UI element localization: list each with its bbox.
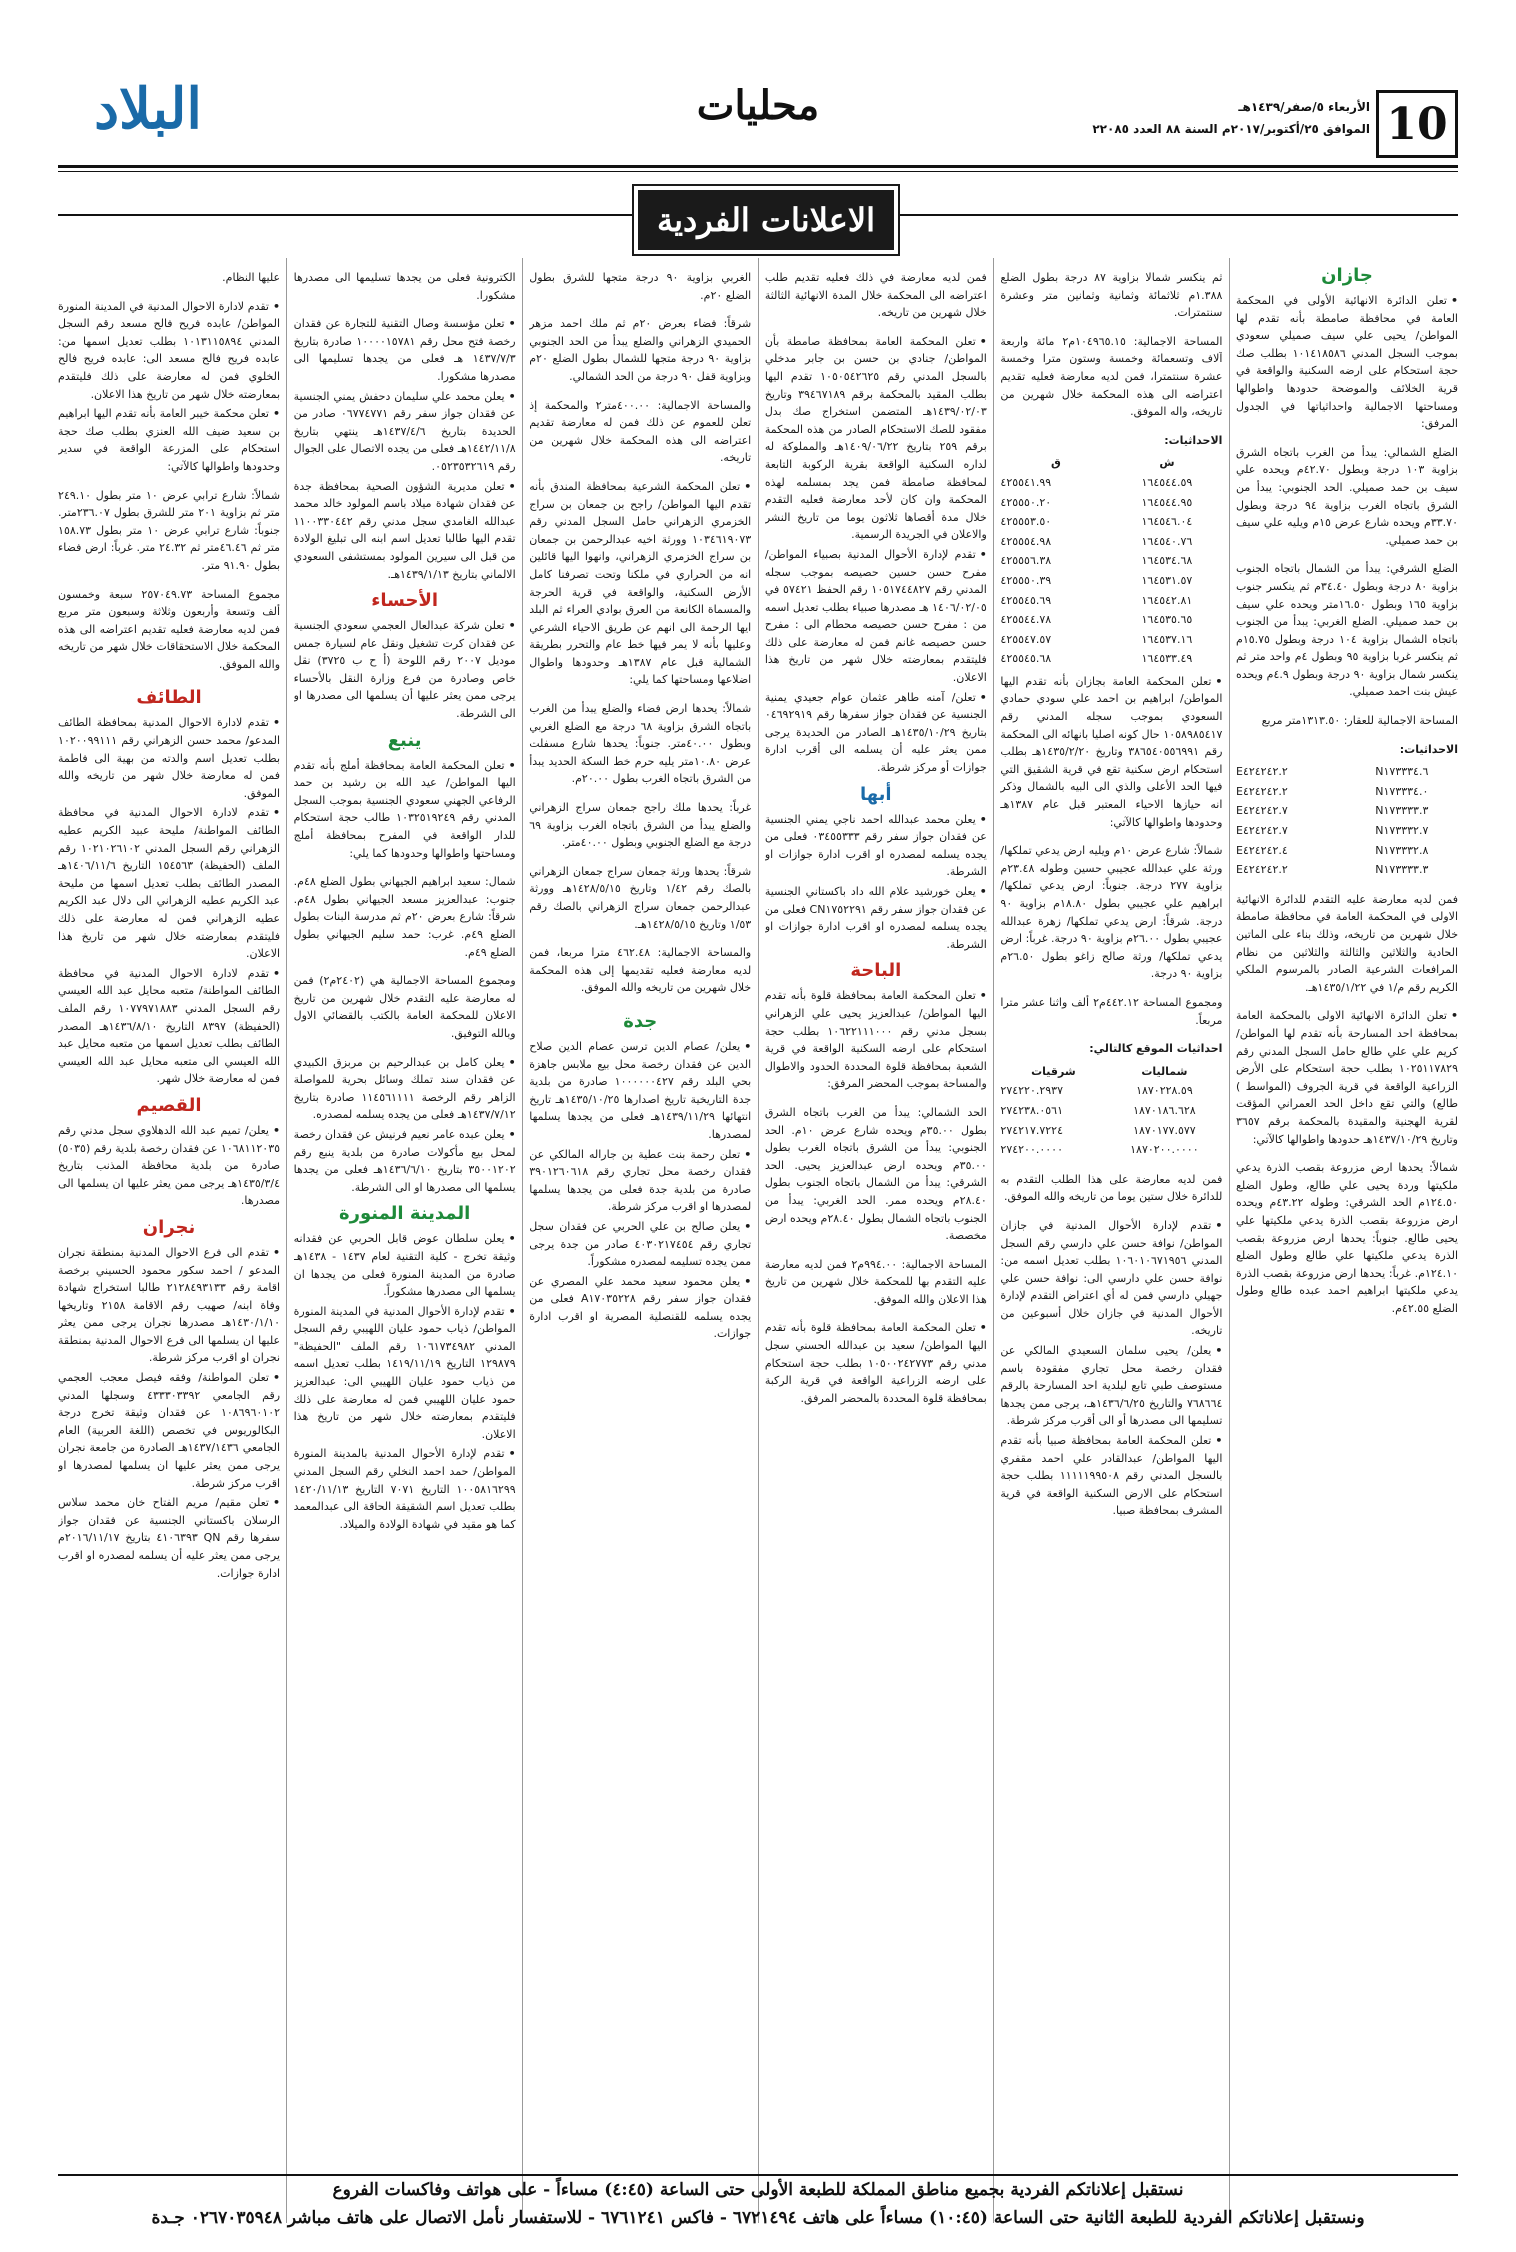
table-cell: ٤٢٥٥٥٦.٣٨ <box>1000 554 1052 568</box>
ad-paragraph: • يعلن خورشيد علام الله داد باكستاني الجنسية عن فقدان جواز سفر رقم CN١٧٥٢٢٩١ فعلى من يجده يسلمه لمصدره او اقرب ادارة جوازات او الشرطة. <box>765 883 987 953</box>
ad-paragraph: • تعلن المحكمة العامة بمحافظة أملج بأنه تقدم اليها المواطن/ عيد الله بن رشيد بن حمد الرفاعي الجهني سعودي الجنسية بموجب السجل المدني رقم ١٠٣٢٥١٩٢٤٩ طالب حجة استحكام للدار الواقعة في المفرح بمحافظة أملج ومساحتها واطوالها وحدودها كما يلي: <box>294 757 516 863</box>
ad-paragraph: شمال: سعيد ابراهيم الجيهاني بطول الضلع ٤٨م. جنوب: عبدالعزيز مسعد الجيهاني بطول ٤٨م. شرقاً: شارع بعرض ٢٠م ثم مدرسة البنات بطول الضلع ٤٩م. غرب: حمد سليم الجيهاني بطول الضلع ٤٩م. <box>293 875 516 959</box>
ad-paragraph: • يعلن كامل بن عبدالرحيم بن مربزق الكبيدي عن فقدان سند تملك وسائل بحرية للمواصلة الزاهر رقم الرخصة ١١٤٥٦١١١١ صادرة بتاريخ ١٤٣٧/٧/١٢هـ فعلى من يجده يسلمه لمصدره. <box>294 1054 516 1124</box>
issue-info <box>1090 96 1370 140</box>
section-title: محليات <box>696 82 820 129</box>
table-row <box>1000 1081 1222 1101</box>
coord-east: E٤٢٤٢٤٢.٢ <box>1236 784 1288 798</box>
footer-notice-second-edition: ونستقبل إعلاناتكم الفردية للطبعة الثانية حتى الساعة (١٠:٤٥) مساءاً على هاتف ٦٧٢١٤٩٤ - فاكس ٦٧٦١٢٤١ - للاستفسار نأمل الاتصال على هاتف مباشر ٠٢٦٧٠٣٥٩٤٨ جـدة <box>151 2208 1365 2228</box>
column-divider <box>286 258 287 2223</box>
table-row <box>1236 841 1458 861</box>
table-row <box>1000 571 1222 591</box>
ad-paragraph: • تقدم لإدارة الأحوال المدنية في المدينة المنورة المواطن/ ذياب حمود عليان اللهيبي رقم السجل المدني ١٠٦١٧٣٤٩٨٢ رقم الملف "الحفيظة" ١٢٩٨٧٩ التاريخ ١٤١٩/١١/١٩ بطلب تعديل اسمه من ذياب حمود عليان اللهيبي الى: عبدالعزيز حمود عليان اللهيبي فمن له معارضة على ذلك فليتقدم بمعارضته خلال شهر من تاريخ هذا الاعلان. <box>294 1303 516 1444</box>
header-divider-thin <box>58 171 1458 172</box>
table-row <box>1000 551 1222 571</box>
coord-east: E٤٢٤٢٤٢.٢ <box>1236 863 1288 877</box>
ad-paragraph: • تعلن/ آمنه طاهر عثمان عوام جعيدي يمنية الجنسية عن فقدان جواز سفرها رقم ٠٤٦٩٢٩١٩ بتاريخ ١٤٣٥/١٠/٢٩هـ الصادر من الحديدة يرجى ممن يعثر عليه أن يسلمه الى أقرب ادارة جوازات أو مركز شرطة. <box>765 689 987 777</box>
table-row <box>1000 1101 1222 1121</box>
ad-paragraph: • تعلن الدائرة الانهائية الاولى بالمحكمة العامة بمحافظة احد المسارحة بأنه تقدم لها المواطن/ كريم علي علي طالع حامل السجل المدني رقم ١٠٢٥١١٧٨٢٩ بطلب حجة استحكام على الأرض الزراعية الواقعة في قرية الجروف (المواسط ) طالع) والتي تقع داخل الحد العمراني المؤقت لقرية الهجنية والمقيدة بالمحكمة برقم ٣٦٥٧ وتاريخ ١٤٣٧/١٠/٢٩هـ حدودها واطوالها كالآتي: <box>1236 1007 1458 1148</box>
column-divider <box>1229 258 1230 2223</box>
table-cell: ١٦٤٥٤٤.٩٥ <box>1141 495 1193 509</box>
columns-container <box>58 258 1458 2236</box>
region-heading-madinah: المدينة المنورة <box>338 1203 471 1225</box>
ad-paragraph: والمساحة الاجمالية: ٤٦٢.٤٨ مترا مربعا، فمن لديه معارضة فعليه تقديمها إلى هذه المحكمة خلال شهرين من تاريخه والله الموفق. <box>529 946 752 995</box>
coord-east: E٤٢٤٢٤٢.٧ <box>1236 804 1288 818</box>
ad-paragraph: • يعلن عبده عامر نعيم فرنيش عن فقدان رخصة لمحل بيع مأكولات صادرة من بلدية ينبع رقم ٣٥٠٠١٢٠٢ بتاريخ ١٤٣٦/٦/١٠هـ فعلى من يجدها يسلمها الى مصدرها او الى الشرطة. <box>294 1126 516 1196</box>
column-header: شماليات <box>1141 1064 1188 1078</box>
ad-paragraph: • يعلن محمد عبدالله احمد ناجي يمني الجنسية عن فقدان جواز سفر رقم ٠٣٤٥٥٣٣٣ فعلى من يجده يسلمه لمصدره او اقرب ادارة جوازات او الشرطة. <box>765 811 987 881</box>
table-cell: ١٦٤٥٤٠.٧٦ <box>1141 534 1193 548</box>
page-number: 10 <box>1376 90 1458 158</box>
table-row <box>1236 782 1458 802</box>
ad-paragraph: • تعلن الدائرة الانهائية الأولى في المحكمة العامة في محافظة صامطة بأنه تقدم لها المواطن/ يحيى علي سيف صميلي سعودي بموجب السجل المدني ١٠١٤١٨٥٨٦ بطلب صك حجة استحكام على ارضه السكنية والواقعة في قرية الخلائف والموضحة حدودها واطوالها ومساحتها الاجمالية واحداثياتها في الجدول المرفق: <box>1236 292 1458 433</box>
ad-paragraph: ومجموع المساحة ٤٤٢.١٢م٢ ألف واثنا عشر مترا مربعاً. <box>1000 995 1223 1027</box>
ad-paragraph: عليها النظام. <box>222 271 281 284</box>
table-cell: ٤٢٥٥٥٠.٣٩ <box>1000 573 1052 587</box>
ad-paragraph: الضلع الشرقي: يبدأ من الشمال باتجاه الجنوب بزاوية ٨٠ درجة وبطول ٣٤.٤٠م ثم ينكسر جنوب بزاوية ١٦٥ وبطول ١٦.٥٠متر ويحده علي سيف بن حمد صميلي. الضلع الغربي: يبدأ من الجنوب باتجاه الشمال بزاوية ١٠٤ درجة وبطول ١٥.٧٥م ثم ينكسر غربا بزاوية ٩٥ وبطول ٤م واحد متر ثم ينكسر شمال بزاوية ٩٠ درجة وبطول ٤.٩م ويحده عيش بنت احمد صميلي. <box>1236 562 1458 699</box>
column-5 <box>294 258 516 2223</box>
table-cell: ١٨٧٠٢٠٠.٠٠٠٠ <box>1130 1143 1199 1157</box>
column-header: شرقيات <box>1031 1064 1076 1078</box>
table-cell: ٤٢٥٥٤٥.٦٨ <box>1000 652 1052 666</box>
table-row <box>1000 649 1222 669</box>
table-cell: ٢٧٤٢٣٨.٠٥٦١ <box>1000 1103 1063 1117</box>
table-cell: ٢٧٤٢١٧.٧٢٢٤ <box>1000 1123 1063 1137</box>
ad-paragraph: • تعلن المحكمة العامة بجازان بأنه تقدم اليها المواطن/ ابراهيم بن احمد علي سودي حمادي السعودي بموجب سجله المدني رقم ١٠٥٨٩٨٥٤١٧ حال كونه اصليا بانهائه الى المحكمة رقم ٣٨٦٥٤٠٥٥٦٩٩١ وتاريخ ١٤٣٥/٢/٢٠هـ بطلب استحكام ارض سكنية تقع في قرية الشقيق التي فيها الحد الأعلى والذي الى البيه بالشمال وذكر انه حيازها الاحياء المعتبر قبل عام ١٣٨٧هـ وحدودها واطوالها كالآتي: <box>1000 673 1222 831</box>
coord-east: E٤٢٤٢٤٢.٢ <box>1236 765 1288 779</box>
region-heading-abha: أبها <box>860 783 892 805</box>
table-row <box>1000 532 1222 552</box>
ad-paragraph: • يعلن/ يحيى سلمان السعيدي المالكي عن فقدان رخصة محل تجاري مفقودة باسم مستوصف طبي تابع لبلدية احد المسارحة بالرقم ٧٦٨٦٦٤ والتاريخ ١٤٣٦/٦/٢٥هـ، يرجى ممن يجدها تسليمها الى مصدرها أو الى أقرب مركز شرطة. <box>1000 1342 1222 1430</box>
ad-paragraph: • تقدم لادارة الاحوال المدنية في المدينة المنورة المواطن/ عابده فريح فالح مسعد رقم السجل المدني ١٠١٣١١٥٨٩٤ بطلب تعديل اسمها من: عابده فريح فالح مسعد الى: عابده فريح فالح الخلوي فمن له معارضة على ذلك فليتقدم بمعارضته خلال شهر من تاريخ هذا الاعلان. <box>58 298 280 404</box>
table-cell: ١٨٧٠١٨٦.٦٢٨ <box>1133 1103 1196 1117</box>
coords-label: الاحداثيات: <box>1164 433 1223 447</box>
region-heading-najran: نجران <box>142 1216 196 1238</box>
table-cell: ١٦٤٥٤٦.٠٤ <box>1141 515 1193 529</box>
table-row <box>1000 1140 1222 1160</box>
region-heading-jeddah: جدة <box>623 1010 658 1032</box>
ad-paragraph: فمن لديه معارضة في ذلك فعليه تقديم طلب اعتراضه الى المحكمة خلال المدة الانهائية الثالثة خلال شهرين من تاريخه. <box>764 271 987 320</box>
ad-paragraph: • تقدم لادارة الاحوال المدنية في محافظة الطائف المواطنة/ مليحة عبيد الكريم عطيه الزهراني رقم السجل المدني ١٠٢١٠٢٦١٠٢ رقم الملف (الحفيظة) ١٥٤٥٦٣ التاريخ ١٤٠٦/١١/٦هـ المصدر الطائف بطلب تعديل اسمها من مليحة عبد الكريم عطيه الزهراني الى دلال عبد الكريم عطيه الزهراني فمن له معارضة على ذلك فليتقدم بمعارضته خلال شهر من تاريخ هذا الاعلان. <box>58 804 280 962</box>
column-2 <box>1000 258 1222 2223</box>
column-divider <box>993 258 994 2223</box>
newspaper-logo: البلاد <box>94 76 202 142</box>
region-heading-baha: الباحة <box>850 960 902 982</box>
table-row <box>1000 591 1222 611</box>
table-cell: ١٦٤٥٣٧.١٦ <box>1141 632 1193 646</box>
table-cell: ١٨٧٠١٧٧.٥٧٧ <box>1133 1123 1196 1137</box>
ad-paragraph: مجموع المساحة ٢٥٧٠٤٩.٧٣ سبعة وخمسون ألف وتسعة وأربعون وثلاثة وسبعون متر مربع فمن لديه معارضة فعليه تقديم اعتراضه الى هذه المحكمة خلال الاستحقاقات خلال شهر من تاريخه والله الموفق. <box>58 587 281 671</box>
table-cell: ٤٢٥٥٥٠.٢٠ <box>1000 495 1052 509</box>
table-header-row <box>1000 1062 1222 1082</box>
ad-paragraph: • تقدم الى فرع الاحوال المدنية بمنطقة نجران المدعو / احمد سكور محمود الحسيني برخصة اقامة رقم ٢١٢٨٤٩٣١٣٣ طالبا استخراج شهادة وفاة ابنه/ صهيب رقم الاقامة ٢١٥٨ وتاريخها ١٤٣٠/١/١٠هـ مصدرها نجران يرجى ممن يعثر عليها ان يسلمها الى فرع الاحوال المدنية بمنطقة نجران او اقرب مركز شرطة. <box>58 1244 280 1367</box>
table-cell: ٢٧٤٢٠٠.٠٠٠٠ <box>1000 1143 1063 1157</box>
coord-north: N١٧٣٣٣٢.٧ <box>1375 824 1429 838</box>
region-heading-ahsa: الأحساء <box>371 590 439 612</box>
ad-paragraph: شمالاً: يحدها ارض مزروعة بقصب الذرة يدعي ملكيتها وردة يحيى علي طالع، وطول الضلع ١٢٤.٥٠م الحد الشرقي: وطوله ٤٣.٢٢م ويحده ارض مزروعة بقصب الذرة يدعي ملكيتها علي يحيى طالع. جنوباً: يحدها ارض مزروعة بقصب الذرة يدعي ملكيتها علي طالع وطول الضلع ١٢٤.١٠م. غرباً: يحدها ارض مزروعة بقصب الذرة يدعي ملكيتها ابراهيم احمد عبده طالع وطول الضلع ٤٢.٥٥م. <box>1236 1161 1458 1315</box>
ad-paragraph: الحد الشمالي: يبدأ من الغرب باتجاه الشرق بطول ٣٥.٠٠م ويحده شارع عرض ١٠م. الحد الجنوبي: يبدأ من الشرق باتجاه الغرب بطول ٣٥.٠٠م ويحده ارض عبدالعزيز يحيى. الحد الشرقي: يبدأ من الشمال باتجاه الجنوب بطول ٢٨.٤٠م ويحده ممر. الحد الغربي: يبدأ من الجنوب باتجاه الشمال بطول ٢٨.٤٠م ويحده ارض مخصصة. <box>764 1105 987 1243</box>
table-cell: ٤٢٥٥٤٧.٥٧ <box>1000 632 1052 646</box>
coord-east: E٤٢٤٢٤٢.٤ <box>1236 843 1288 857</box>
table-cell: ١٦٤٥٤٢.٨١ <box>1141 593 1193 607</box>
ad-paragraph: • تعلن المواطنة/ وفقه فيصل معجب العجمي رقم الجامعي ٤٣٣٣٠٣٣٩٢ وسجلها المدني ١٠٨٦٩٦٠١٠٢ عن فقدان وثيقة تخرج درجة البكالوريوس في تخصص (اللغة العربية) العام الجامعي ١٤٣٧/١٤٣٦هـ الصادرة من جامعة نجران يرجى ممن يعثر عليها ان يسلمها لمصدرها او اقرب مركز شرطة. <box>58 1369 280 1492</box>
region-heading-taif: الطائف <box>136 687 202 709</box>
column-6 <box>58 258 280 2223</box>
table-cell: ١٦٤٥٣١.٥٧ <box>1141 573 1193 587</box>
footer-divider <box>58 2174 1458 2176</box>
ad-paragraph: • يعلن محمود سعيد محمد علي المصري عن فقدان جواز سفر رقم A١٧٠٣٥٢٢٨ فعلى من يجده يسلمه للقنصلية المصرية او اقرب ادارة جوازات. <box>529 1273 751 1343</box>
coords-table <box>1236 762 1458 880</box>
ad-paragraph: الضلع الشمالي: يبدأ من الغرب باتجاه الشرق بزاوية ١٠٣ درجة وبطول ٤٢.٧٠م ويحده علي سيف بن حمد صميلي. الحد الجنوبي: يبدأ من الشرق باتجاه الغرب بزاوية ٩٤ درجة وبطول ٣٣.٧٠م ويحده شارع عرض ١٥م ويليه علي سيف بن حمد صميلي. <box>1236 445 1458 547</box>
table-header-row <box>1000 453 1222 473</box>
coord-north: N١٧٣٣٣٣.٣ <box>1375 804 1429 818</box>
table-cell: ٢٧٤٢٢٠.٢٩٣٧ <box>1000 1084 1063 1098</box>
ad-paragraph: الكترونية فعلى من يجدها تسليمها الى مصدرها مشكورا. <box>293 271 516 302</box>
ad-paragraph: فمن لديه معارضة عليه التقدم للدائرة الانهائية الاولى في المحكمة العامة في محافظة صامطة خلال شهرين من تاريخه، وذلك بناء على الماتين الحادية والثلاثين والثالثة والثلاثين من نظام المرافعات الشرعية الصادر بالمرسوم الملكي الكريم رقم م/١ في ١٤٣٥/١/٢٢هـ. <box>1236 892 1458 994</box>
ad-paragraph: • يعلن محمد علي سليمان دحفش يمني الجنسية عن فقدان جواز سفر رقم ٠٦٧٧٤٧٧١ صادر من الحديدة بتاريخ ١٤٣٧/٤/٦هـ ينتهي بتاريخ ١٤٤٢/١١/٨هـ فعلى من يجده الاتصال على الجوال رقم ٠٥٢٣٥٣٢٦١٩. <box>294 388 516 476</box>
coords-label: الاحداثيات: <box>1399 742 1458 756</box>
coords-table <box>1000 453 1222 669</box>
ad-paragraph: غرباً: يحدها ملك راجح جمعان سراج الزهراني والضلع يبدأ من الشرق باتجاه الغرب بزاوية ٦٩ درجة مع الضلع الجنوبي وبطول ٤٠.٠٠متر. <box>529 801 752 850</box>
coord-north: N١٧٣٣٣٢.٨ <box>1375 843 1429 857</box>
table-row <box>1236 821 1458 841</box>
table-row <box>1000 630 1222 650</box>
column-divider <box>758 258 759 2223</box>
ad-paragraph: • يعلن/ تميم عبد الله الدهلاوي سجل مدني رقم ١٠٦٨١١٢٠٣٥ عن فقدان رخصة بلدية رقم (٥٠٣٥) صادرة من بلدية محافظة المذنب بتاريخ ١٤٣٥/٣/٤هـ يرجى ممن يعثر عليها ان يسلمها الى مصدرها. <box>58 1122 280 1210</box>
ad-paragraph: المساحة الاجمالية: ٩٩٤.٠٠م٢ فمن لديه معارضة عليه التقدم بها للمحكمة خلال شهرين من تاريخ هذا الاعلان والله الموفق. <box>764 1257 987 1306</box>
ad-paragraph: الغربي بزاوية ٩٠ درجة متجها للشرق بطول الضلع ٢٠م. <box>529 271 752 302</box>
ad-paragraph: ثم ينكسر شمالا بزاوية ٨٧ درجة بطول الضلع ١.٣٨٨م ثلاثمائة وثمانية وثمانين متر وعشرة سنتمترات. <box>1000 271 1223 320</box>
coord-north: N١٧٣٣٣٤.٦ <box>1375 765 1429 779</box>
table-row <box>1000 512 1222 532</box>
ad-paragraph: المساحة الاجمالية: ١٠٤٩٦٥.١٥م٢ مائة واربعة آلاف وتسعمائة وخمسة وستون مترا وخمسة عشرة سنتمترا، فمن لديه معارضة فعليه تقديم اعتراضه الى هذه المحكمة خلال شهرين من تاريخه، واله الموفق. <box>1000 334 1223 419</box>
column-4 <box>529 258 751 2223</box>
table-cell: ٤٢٥٥٤٤.٧٨ <box>1000 613 1052 627</box>
coord-east: E٤٢٤٢٤٢.٧ <box>1236 824 1288 838</box>
column-3 <box>765 258 987 2223</box>
coord-north: N١٧٣٣٣٤.٠ <box>1375 784 1429 798</box>
ad-paragraph: • تعلن محكمة خيبر العامة بأنه تقدم اليها ابراهيم بن سعيد ضيف الله العنزي بطلب صك حجة استحكام على المزرعة الواقعة في سدير وحدودها واطوالها كالآتي: <box>58 405 280 475</box>
region-heading-qassim: القصيم <box>136 1094 202 1116</box>
table-cell: ٤٢٥٥٥٤.٩٨ <box>1000 534 1052 548</box>
table-row <box>1000 610 1222 630</box>
table-row <box>1000 1121 1222 1141</box>
ad-paragraph: • تعلن رحمة بنت عطية بن جاراله المالكي عن فقدان رخصة محل تجاري رقم ٣٩٠١٢٦٠٦١٨ صادرة من بلدية جدة فعلى من يجدها يسلمها لمصدرها او اقرب مركز شرطة. <box>529 1146 751 1216</box>
table-cell: ١٦٤٥٣٥.٦٥ <box>1141 613 1193 627</box>
coord-north: N١٧٣٣٣٣.٣ <box>1375 863 1429 877</box>
ad-paragraph: شرقاً: فضاء بعرض ٢٠م ثم ملك احمد مزهر الحميدي الزهراني والضلع يبدأ من الحد الجنوبي بزاوية ٩٠ درجة متجها للشمال بطول الضلع ٢٠م وبزاوية قفل ٩٠ درجة من الحد الشمالي. <box>529 317 752 383</box>
table-cell: ١٦٤٥٣٣.٤٩ <box>1141 652 1193 666</box>
ad-paragraph: • تعلن مقيم/ مريم الفتاح خان محمد سلاس الرسلان باكستاني الجنسية عن فقدان جواز سفرها رقم QN ٤١٠٦٣٩٣ بتاريخ ٢٠١٦/١١/١٧م يرجى ممن يعثر عليه أن يسلمه لمصدره او اقرب ادارة جوازات. <box>58 1494 280 1582</box>
column-1 <box>1236 258 1458 2223</box>
table2-label: احداثيات الموقع كالتالي: <box>1089 1042 1223 1056</box>
area-label: المساحة الاجمالية للعقار: ١٣١٣.٥٠متر مربع <box>1261 714 1458 728</box>
issue-date-gregorian: الموافق ٢٥/أكتوبر/٢٠١٧م السنة ٨٨ العدد ٢٢٠٨٥ <box>1092 122 1370 136</box>
header-divider <box>58 165 1458 168</box>
ad-paragraph: شمالاً: شارع ترابي عرض ١٠ متر بطول ٢٤٩.١٠ متر ثم بزاوية ٢٠١ متر للشرق بطول ٢٣٦.٠٧متر. جنوباً: شارع ترابي عرض ١٠ متر بطول ١٥٨.٧٣ متر ثم ٤٦.٤٦متر ثم ٢٤.٣٢ متر. غرباً: ارض فضاء بطول ٩١.٩٠ متر. <box>58 488 281 572</box>
footer-notice-first-edition: نستقبل إعلاناتكم الفردية بجميع مناطق المملكة للطبعة الأولى حتى الساعة (٤:٤٥) مساءاً - على هواتف وفاكسات الفروع <box>332 2180 1184 2200</box>
ad-paragraph: • تعلن المحكمة العامة بمحافظة قلوة بأنه تقدم اليها المواطن/ عبدالعزيز يحيى علي الزهراني بسجل مدني رقم ١٠٦٢٢١١١٠٠٠ بطلب حجة استحكام على ارضه السكنية الواقعة في قرية الشعبة بمحافظة قلوة المحددة الحدود والاطوال والمساحة بموجب المحضر المرفق: <box>765 987 987 1093</box>
table-cell: ٤٢٥٥٥٣.٥٠ <box>1000 515 1052 529</box>
ad-paragraph: • يعلن/ عصام الدين ترسن عصام الدين صلاح الدين عن فقدان رخصة محل بيع ملابس جاهزة بحي البلد رقم ١٠٠٠٠٠٠٤٢٧ صادرة من بلدية جدة التاريخية تاريخ اصدارها ١٤٣٥/١٠/٢٥هـ تاريخ انتهائها ١٤٣٩/١١/٢٩هـ فعلى من يجدها يسلمها لمصدرها. <box>529 1038 751 1144</box>
ad-paragraph: • تقدم لادارة الاحوال المدنية في محافظة الطائف المواطنة/ متعبه محايل عبد الله العيسي رقم السجل المدني ١٠٧٧٩٧١٨٨٣ رقم الملف (الحفيظة) ٨٣٩٧ التاريخ ١٤٣٦/٨/١٠هـ المصدر الطائف بطلب تعديل اسمها من متعبه محايل عبد الله العيسي الى متعبه محايل عبد الله العيسي فمن له معارضة خلال شهر. <box>58 965 280 1088</box>
table-cell: ١٨٧٠٢٢٨.٥٩ <box>1136 1084 1193 1098</box>
table-row <box>1000 493 1222 513</box>
region-heading-yanbu: ينبع <box>387 729 422 751</box>
table-row <box>1236 762 1458 782</box>
column-header: ش <box>1159 456 1175 470</box>
ad-paragraph: • تعلن مديرية الشؤون الصحية بمحافظة جدة عن فقدان شهادة ميلاد باسم المولود خالد محمد عبدالله الغامدي سجل مدني رقم ١١٠٠٣٣٠٤٤٢ تقدم اليها طالبا تعديل اسم ابنه الى تبليغ الولادة من قبل الى سيرين المولود بمستشفى السعودي الالماني بتاريخ ١٤٣٩/١/١٣هـ. <box>294 478 516 584</box>
table-row <box>1236 801 1458 821</box>
ad-paragraph: • يعلن سلطان عوض قابل الحربي عن فقدانه وثيقة تخرج - كلية التقنية لعام ١٤٣٧ - ١٤٣٨هـ صادرة من المدينة المنورة فعلى من يجدها ان يسلمها الى مصدرها مشكوراً. <box>294 1230 516 1300</box>
table-cell: ١٦٤٥٣٤.٦٨ <box>1141 554 1193 568</box>
ad-paragraph: شمالاً: يحدها ارض فضاء والضلع يبدأ من الغرب باتجاه الشرق بزاوية ٦٨ درجة مع الضلع الغربي وبطول ٤٠.٠٠متر. جنوباً: يحدها شارع مسفلت عرض ١٠.٨٠متر يليه حرم خط السكة الحديد يبدأ من الشرق باتجاه الغرب بطول ٢٠.٠٠م. <box>529 702 752 786</box>
classifieds-banner: الاعلانات الفردية <box>634 186 898 254</box>
ad-paragraph: • تعلن المحكمة العامة بمحافظة قلوة بأنه تقدم اليها المواطن/ سعيد بن عبدالله الحسني سجل مدني رقم ١٠٥٠٠٢٤٢٧٧٣ بطلب حجة استحكام على ارضه الزراعية الواقعة في قرية الركبة بمحافظة قلوة المحددة بالمحضر المرفق. <box>765 1319 987 1407</box>
column-divider <box>522 258 523 2223</box>
ad-paragraph: شمالاً: شارع عرض ١٠م ويليه ارض يدعي تملكها/ ورثة علي عبدالله عجيبي حسين وطوله ٢٣.٤٨م بزاوية ٢٧٧ درجة. جنوباً: ارض يدعي تملكها/ ابراهيم علي عجيبي بطول ١٨.٨٠م بزاوية ٩٠ درجة. شرقاً: ارض يدعي تملكها/ زهرة عبدالله عجيبي بطول ٢٦.٠٠م بزاوية ٩٠ درجة. غرباً: ارض يدعي تملكها/ ورثة صالح زاغو بطول ٢٦.٥٠م بزاوية ٩٠ درجة. <box>1000 844 1223 981</box>
ad-paragraph: • تقدم لإدارة الأحوال المدنية في جازان المواطن/ نوافة حسن علي دارسي رقم السجل المدني ١٠٦٠١٠٦٧١٩٥٦ بطلب تعديل اسمه من: نوافة حسن علي دارسي الى: نوافة حسن علي جهيلي دارسي فمن له أي اعتراض التقدم لإدارة الأحوال المدنية في جازان خلال أسبوعين من تاريخه. <box>1000 1217 1222 1340</box>
ad-paragraph: • تقدم لإدارة الأحوال المدنية بالمدينة المنورة المواطن/ حمد احمد النخلي رقم السجل المدني ١٠٠٥٨١٦٢٩٩ التاريخ ٧٠٧١ التاريخ ١٤٢٠/١١/١٣ بطلب تعديل اسم الشقيقة الحاقة الى عبدالمعمد كما هو مقيد في شهادة الولادة والميلاد. <box>294 1445 516 1533</box>
table-cell: ٤٢٥٥٤١.٩٩ <box>1000 475 1052 489</box>
ad-paragraph: • تقدم لادارة الاحوال المدنية بمحافظة الطائف المدعو/ محمد حسن الزهراني رقم ١٠٢٠٠٩٩١١١ بطلب تعديل اسم والدته من بهية الى فاطمة فمن له معارضة خلال شهر من تاريخه والله الموفق. <box>58 714 280 802</box>
table-row <box>1000 473 1222 493</box>
ad-paragraph: • تعلن المحكمة العامة بمحافظة صبيا بأنه تقدم اليها المواطن/ عبدالقادر علي احمد مقفري بالسجل المدني رقم ١١١١١٩٩٥٠٨ بطلب حجة استحكام على الارض السكنية الواقعة في قرية المشرف بمحافظة صبيا. <box>1000 1432 1222 1520</box>
ad-paragraph: • تعلن شركة عبدالعال العجمي سعودي الجنسية عن فقدان كرت تشغيل ونقل عام لسيارة جمس موديل ٢٠٠٧ رقم اللوحة (أ ح ب ٣٧٢٥) نقل خاص وصادرة من فرع وزارة النقل بالأحساء يرجى ممن يعثر عليها أن يسلمها الى مصدرها او الى الشرطة. <box>294 617 516 723</box>
ad-paragraph: • يعلن صالح بن علي الحربي عن فقدان سجل تجاري رقم ٤٠٣٠٢١٧٤٥٤ صادر من جدة يرجى ممن يجده تسليمه لمصدره مشكوراً. <box>529 1218 751 1271</box>
table-cell: ٤٢٥٥٤٥.٦٩ <box>1000 593 1052 607</box>
ad-paragraph: شرقاً: يحدها ورثة جمعان سراج جمعان الزهراني بالصك رقم ١/٤٢ وتاريخ ١٤٢٨/٥/١٥هـ وورثة عبدالرحمن جمعان سراج الزهراني بالصك رقم ١/٥٣ وتاريخ ١٤٢٨/٥/١٥هـ. <box>529 864 752 931</box>
table-row <box>1236 860 1458 880</box>
ad-paragraph: • تعلن المحكمة الشرعية بمحافظة المندق بأنه تقدم اليها المواطن/ راجح بن جمعان بن سراج الخزمري الزهراني حامل السجل المدني رقم ١٠٣٤٦١٩٠٧٣ وورثة اخيه عبدالرحمن بن جمعان بن سراج الخزمري الزهراني، وانهوا اليها قائلين انه من الحراري في ملكنا وتحت تصرفنا كامل الأرض السكنية، والواقعة في قرية الحرجة والمسماة الكانعة من العرق بوادي العراء ثم البلد ايها الرحمة الى انهم عن طريق الاحياء الشرعي وعليها بأنه لا يمر فيها خط عام والتحرر بطريقة الشمالية قبل عام ١٣٨٧هـ وحدودها واطوال اضلاعها ومساحتها كما يلي: <box>529 478 751 689</box>
ad-paragraph: فمن لديه معارضة على هذا الطلب التقدم به للدائرة خلال ستين يوما من تاريخه والله الموفق. <box>1000 1172 1223 1204</box>
ad-paragraph: ومجموع المساحة الاجمالية هي (٢٤٠٢م٢) فمن له معارضة عليه التقدم خلال شهرين من تاريخ الاعلان للمحكمة العامة بالكتب بالقضائي الاول وبالله التوفيق. <box>293 974 516 1040</box>
column-header: ق <box>1050 456 1061 470</box>
region-heading-jazan: جازان <box>1321 265 1373 286</box>
ad-paragraph: • تقدم لإدارة الأحوال المدنية بصبياء المواطن/ مفرح حسن حسين حصيصه بموجب سجله المدني رقم ١٠٥١٧٤٤٨٢٧ رقم الحفظ ٥٧٤٢١ في ١٤٠٦/٠٢/٠٥ هـ مصدرها صبياء بطلب تعديل اسمه من : مفرح حسن حصيصه محطام الى : مفرح حسن حصيصه غانم فمن له معارضة على ذلك فليتقدم بمعارضته خلال شهر من تاريخ هذا الاعلان. <box>765 546 987 687</box>
ad-paragraph: • تعلن المحكمة العامة بمحافظة صامطة بأن المواطن/ جنادي بن حسن بن جابر مدخلي بالسجل المدني رقم ١٠٥٠٥٤٢٦٢٥ تقدم اليها بطلب المقيد بالمحكمة برقم ٣٩٤٦٧١٨٩ وتاريخ ١٤٣٩/٠٢/٠٣هـ المتضمن استخراج صك بدل مفقود للصك الاستحكام الصادر من هذه المحكمة برقم ٢٥٩ بتاريخ ١٤٠٩/٠٦/٢٢هـ والمملوكة له لداره السكنية الواقعة بقرية الركوبة التابعة لمحافظة صامطة فمن يجد بمسلمه لهذه المحكمة وان كان لأحد معارضة فعليه التقدم خلال مدة أقصاها ثلاثون يوما من تاريخ النشر والاعلان في الجريدة الرسمية. <box>765 333 987 544</box>
ad-paragraph: والمساحة الاجمالية: ٤٠٠.٠٠متر٢ والمحكمة إذ تعلن للعموم عن ذلك فمن له معارضة تقديم اعتراضه الى هذه المحكمة خلال شهرين من تاريخه. <box>529 398 752 465</box>
coords-table-2 <box>1000 1062 1222 1160</box>
issue-date-hijri: الأربعاء ٥/صفر/١٤٣٩هـ <box>1238 100 1370 114</box>
table-cell: ١٦٤٥٤٤.٥٩ <box>1141 475 1193 489</box>
ad-paragraph: • تعلن مؤسسة وصال التقنية للتجارة عن فقدان رخصة فتح محل رقم ١٠٠٠٠١٥٧٨١ صادرة بتاريخ ١٤٣٧/٧/٣ هـ فعلى من يجدها تسليمها الى مصدرها مشكورا. <box>294 315 516 385</box>
